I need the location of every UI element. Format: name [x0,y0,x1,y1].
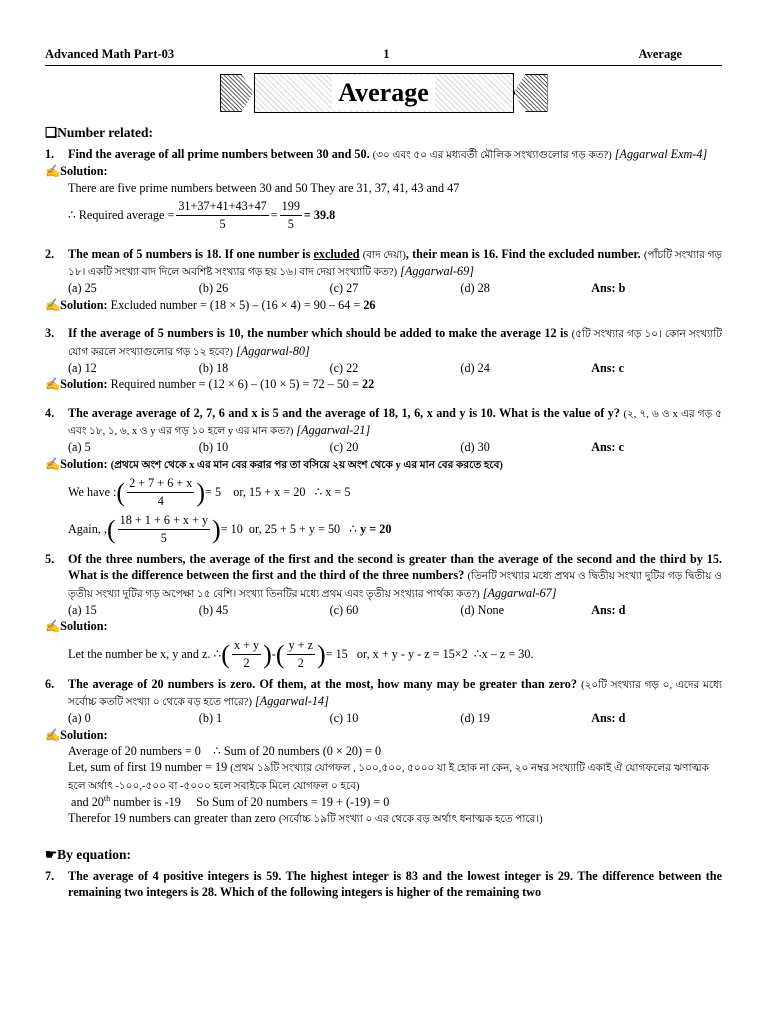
reference: [Aggarwal Exm-4] [614,147,708,162]
option: (c) 27 [329,281,359,296]
options [68,439,722,455]
fraction [118,512,210,546]
question-text: Find the average of all prime numbers between 30 and 50. [68,147,370,162]
question-2 [45,246,722,280]
numerator: 199 [280,198,302,215]
eq-text: = 10 or, 25 + 5 + y = 50 ∴ [220,522,358,537]
options [68,360,722,376]
bengali-text: (পাঁচটি সংখ্যার গড় ১৮। একটি সংখ্যা বাদ দিলে অবশিষ্ট সংখ্যার গড় হয় ১৬। বাদ দেয়া সংখ্যাটি কত?) [68,250,723,279]
reference: [Aggarwal-14] [255,693,329,708]
option: (b) 18 [198,360,229,375]
eq-text: Let, sum of first 19 number = 19 [68,760,228,775]
solution-equation: ∴ Required average = $\frac{31+37+41+43+47}{5}$ = $\frac{199}{5}$ = 39.8 [68,199,336,231]
eq-text: ∴ Required average = [68,207,175,222]
eq-text: We have : [68,485,117,499]
solution-equation: We have : ( $\frac{2 + 7 + 6 + x}{4}$ ) = 5 or, 15 + x = 20 ∴ x = 5 [68,476,351,508]
denominator: 4 [157,493,164,508]
solution-line: There are five prime numbers between 30 and 50 They are 31, 37, 41, 43 and 47 [68,180,460,195]
option: (d) 19 [460,711,490,726]
reference: [Aggarwal-80] [235,343,310,358]
question-6 [45,676,722,710]
denominator: 5 [160,530,167,545]
header-left: Advanced Math Part-03 [45,47,175,61]
solution-line: Excluded number = (18 × 5) – (16 × 4) = 90 – 64 = [110,297,361,312]
numerator: 2 + 7 + 6 + x [127,475,194,492]
bengali-text: (২০টি সংখ্যার গড় ০, এদের মধ্যে সর্বোচ্চ কতটি সংখ্যা ০ থেকে বড় হতে পারে?) [68,679,722,708]
question-text: , their mean is 16. Find the excluded number. [405,247,641,262]
option: (d) 30 [460,440,490,455]
bengali-text: (৩০ এবং ৫০ এর মধ্যবর্তী মৌলিক সংখ্যাগুলোর গড় কত?) [372,150,612,162]
question-text: If the average of 5 numbers is 10, the number which should be added to make the average 12 is [68,326,569,341]
solution-label: ✍Solution: [45,619,108,634]
answer: Ans: b [591,281,626,296]
option: (b) 10 [198,440,229,455]
options [68,280,722,296]
option: (c) 60 [329,602,359,617]
numerator: y + z [287,637,315,654]
question-number: 1. [45,147,55,162]
banner-left-arrow [220,74,254,112]
banner-right-arrow [514,74,548,112]
header-right: Average [638,47,682,61]
option: (a) 0 [68,711,91,726]
result: 26 [363,297,376,312]
option: (a) 15 [68,602,97,617]
fraction [127,475,194,509]
page-title: Average [332,75,434,110]
solution-label: ✍Solution: [45,456,108,471]
question-number: 4. [45,405,55,420]
solution-label: ✍Solution: [45,164,108,179]
solution-line [68,810,722,827]
numerator: x + y [232,637,261,654]
question-7 [45,868,722,901]
answer: Ans: d [591,602,626,617]
page [45,46,722,901]
result: = 39.8 [303,207,336,222]
solution-label: ✍Solution: [45,297,108,312]
bengali-text: (বাদ দেয়া) [362,250,406,262]
bengali-text: (প্রথম ১৯টি সংখ্যার যোগফল , ১০০,৫০০, ৫০০০ যা ই হোক না কেন, ২০ নম্বর সংখ্যাটি একাই ঐ যোগফলের ঋণাত্মক হলে অর্থাৎ -১০০,-৫০০ বা -৫০০০ হলে সবাইকে মিলে যোগফল ০ হবে) [68,763,709,792]
question-text: The mean of 5 numbers is 18. If one number is [68,247,311,262]
options [68,602,722,618]
fraction [280,198,302,232]
eq-text: = 5 or, 15 + x = 20 ∴ x = 5 [205,485,351,499]
title-box [254,73,514,113]
solution-line: Required number = (12 × 6) – (10 × 5) = 72 – 50 = [110,377,359,392]
fraction [287,637,315,671]
solution-line [68,759,722,793]
page-header [45,46,722,66]
reference: [Aggarwal-21] [296,422,371,437]
question-number: 7. [45,868,55,883]
question-3 [45,325,722,359]
denominator: 2 [243,655,250,670]
question-number: 2. [45,247,55,262]
option: (c) 10 [329,711,359,726]
underlined-word: excluded [313,247,360,262]
question-number: 3. [45,326,55,341]
page-number: 1 [383,47,390,61]
eq-text: Let the number be x, y and z. ∴ [68,646,222,661]
numerator: 31+37+41+43+47 [176,198,268,215]
solution-equation: Let the number be x, y and z. ∴ ( $\frac{x + y}{2}$ ) - ( $\frac{y + z}{2}$ ) = 15 or, x + y - y - z = 15×2 ∴x – z = 30. [68,638,534,670]
eq-text: number is -19 So Sum of 20 numbers = 19 + (-19) = 0 [110,794,390,809]
title-banner [45,72,722,114]
question-1 [45,146,722,163]
eq-text: Therefor 19 numbers can greater than zero [68,811,276,826]
option: (d) None [460,602,505,617]
bengali-text: (৫টি সংখ্যার গড় ১০। কোন সংখ্যাটি যোগ করলে সংখ্যাগুলোর গড় ১২ হবে?) [68,329,722,358]
question-5 [45,551,722,602]
options [68,710,722,726]
section-number-related: ❑Number related: [45,124,153,140]
question-number: 6. [45,676,55,691]
answer: Ans: d [591,711,626,726]
eq-text: = 15 or, x + y - y - z = 15×2 ∴x – z = 30. [325,646,534,661]
bengali-text: (২, ৭, ৬ ও x এর গড় ৫ এবং ১৮, ১, ৬, x ও y এর গড় ১০ হলে y এর মান কত?) [68,408,722,437]
fraction [176,198,268,232]
option: (b) 45 [198,602,229,617]
reference: [Aggarwal-69] [400,264,474,279]
answer: Ans: c [591,440,625,455]
question-text: The average of 20 numbers is zero. Of them, at the most, how many may be greater than zero? [68,676,577,691]
solution-line: Average of 20 numbers = 0 ∴ Sum of 20 numbers (0 × 20) = 0 [68,744,382,758]
denominator: 2 [297,655,304,670]
question-number: 5. [45,551,55,566]
question-text: Of the three numbers, the average of the first and the second is greater than the average of the second and the third by 15. What is the difference between the first and the third of the three numbers? [68,551,722,583]
option: (a) 25 [68,281,97,296]
denominator: 5 [219,216,226,231]
question-4 [45,405,722,439]
option: (a) 5 [68,440,91,455]
solution-line [68,794,722,811]
bengali-text: (সর্বোচ্চ ১৯টি সংখ্যা ০ এর থেকে বড় অর্থাৎ ধনাত্মক হতে পারে।) [278,814,543,826]
fraction [232,637,261,671]
option: (c) 22 [329,360,359,375]
denominator: 5 [287,216,294,231]
solution-label: ✍Solution: [45,377,108,392]
option: (c) 20 [329,440,359,455]
eq-text: and 20 [68,794,104,809]
superscript: th [103,793,111,803]
numerator: 18 + 1 + 6 + x + y [118,512,210,529]
reference: [Aggarwal-67] [482,585,557,600]
eq-text: Again, , [68,522,107,537]
question-text: The average of 4 positive integers is 59. The highest integer is 83 and the lowest integer is 29. The difference between the remaining two integers is 28. Which of the following integers is higher of the remaining two [68,868,722,900]
option: (a) 12 [68,360,97,375]
solution-label: ✍Solution: [45,727,108,742]
option: (d) 28 [460,281,490,296]
bengali-text: (প্রথমে অংশ থেকে x এর মান বের করার পর তা বসিয়ে ২য় অংশ থেকে y এর মান বের করতে হবে) [110,459,503,471]
section-by-equation: ☛By equation: [45,846,131,862]
option: (d) 24 [460,360,490,375]
question-text: The average average of 2, 7, 6 and x is 5 and the average of 18, 1, 6, x and y is 10. What is the value of y? [68,405,620,420]
bengali-text: (তিনটি সংখ্যার মধ্যে প্রথম ও দ্বিতীয় সংখ্যা দুটির গড় দ্বিতীয় ও তৃতীয় সংখ্যা দুটির গড় অপেক্ষা ১৫ বেশি। সংখ্যা তিনটির মধ্যে প্রথম এবং তৃতীয় সংখ্যার পার্থক্য কত?) [68,571,722,600]
result: 22 [361,377,375,392]
answer: Ans: c [591,360,625,375]
option: (b) 1 [198,711,223,726]
solution-equation: Again, , ( $\frac{18 + 1 + 6 + x + y}{5}$ ) = 10 or, 25 + 5 + y = 50 ∴ y = 20 [68,513,392,545]
result: y = 20 [360,522,392,537]
option: (b) 26 [198,281,229,296]
